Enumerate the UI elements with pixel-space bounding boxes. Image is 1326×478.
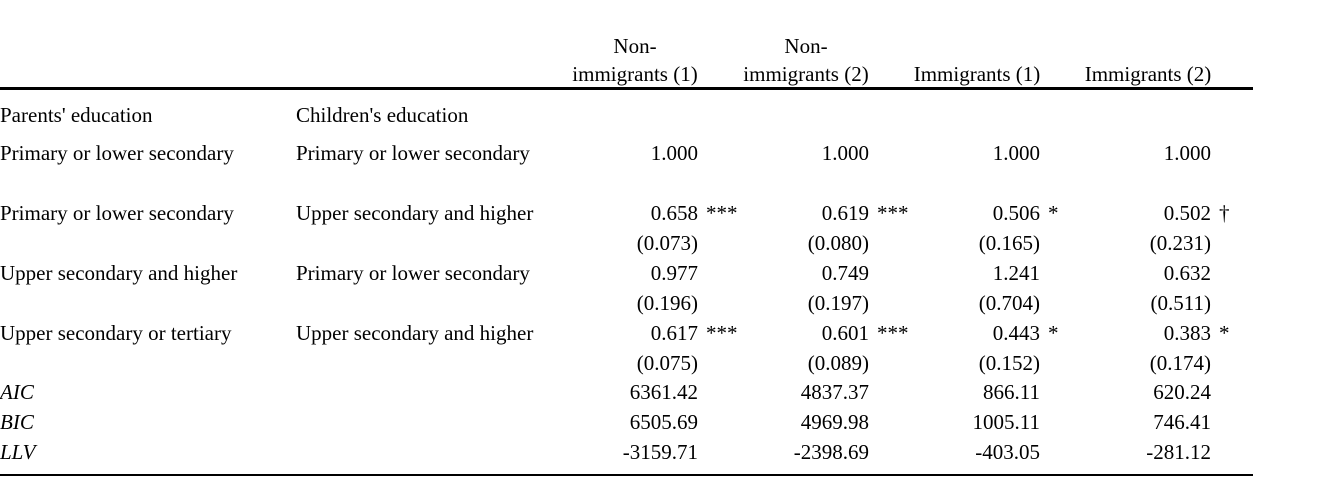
column-header-line2: immigrants (2)	[743, 62, 869, 86]
coefficient-cell: 0.632	[1163, 261, 1211, 285]
row-childrens-education: Primary or lower secondary	[296, 141, 530, 165]
fit-statistic-value: -2398.69	[793, 440, 869, 464]
parents-education-heading: Parents' education	[0, 103, 153, 127]
childrens-education-heading: Children's education	[296, 103, 469, 127]
fit-statistic-value: 6361.42	[629, 380, 698, 404]
standard-error-cell: (0.511)	[1150, 291, 1211, 315]
coefficient-cell: 0.502	[1163, 201, 1211, 225]
fit-statistic-value: 4837.37	[800, 380, 869, 404]
top-rule	[0, 87, 1253, 90]
row-childrens-education: Primary or lower secondary	[296, 261, 530, 285]
significance-mark: ***	[877, 321, 909, 345]
standard-error-cell: (0.080)	[807, 231, 869, 255]
standard-error-cell: (0.075)	[636, 351, 698, 375]
bottom-rule	[0, 474, 1253, 476]
coefficient-cell: 0.619	[821, 201, 869, 225]
standard-error-cell: (0.089)	[807, 351, 869, 375]
fit-statistic-value: -403.05	[975, 440, 1040, 464]
column-header-line2: Immigrants (1)	[913, 62, 1041, 86]
fit-statistic-label: AIC	[0, 380, 34, 404]
coefficient-cell: 1.000	[992, 141, 1040, 165]
row-parents-education: Primary or lower secondary	[0, 141, 234, 165]
standard-error-cell: (0.231)	[1149, 231, 1211, 255]
coefficient-cell: 1.000	[650, 141, 698, 165]
significance-mark: *	[1048, 321, 1059, 345]
fit-statistic-value: 746.41	[1153, 410, 1211, 434]
fit-statistic-value: 620.24	[1153, 380, 1211, 404]
significance-mark: †	[1219, 201, 1230, 225]
row-parents-education: Upper secondary or tertiary	[0, 321, 232, 345]
coefficient-cell: 0.443	[992, 321, 1040, 345]
significance-mark: *	[1048, 201, 1059, 225]
column-header-line1: Non-	[784, 34, 828, 58]
coefficient-cell: 0.658	[650, 201, 698, 225]
column-header-line2: Immigrants (2)	[1084, 62, 1212, 86]
fit-statistic-value: 4969.98	[800, 410, 869, 434]
fit-statistic-label: LLV	[0, 440, 36, 464]
coefficient-cell: 0.977	[650, 261, 698, 285]
standard-error-cell: (0.174)	[1149, 351, 1211, 375]
coefficient-cell: 1.000	[821, 141, 869, 165]
coefficient-cell: 0.601	[821, 321, 869, 345]
fit-statistic-value: 866.11	[983, 380, 1040, 404]
fit-statistic-value: 6505.69	[629, 410, 698, 434]
coefficient-cell: 1.000	[1163, 141, 1211, 165]
standard-error-cell: (0.197)	[807, 291, 869, 315]
coefficient-cell: 0.383	[1163, 321, 1211, 345]
standard-error-cell: (0.704)	[978, 291, 1040, 315]
standard-error-cell: (0.152)	[978, 351, 1040, 375]
significance-mark: ***	[706, 321, 738, 345]
significance-mark: ***	[706, 201, 738, 225]
column-header-line2: immigrants (1)	[572, 62, 698, 86]
row-childrens-education: Upper secondary and higher	[296, 321, 534, 345]
row-parents-education: Upper secondary and higher	[0, 261, 238, 285]
column-header-line1: Non-	[613, 34, 657, 58]
row-parents-education: Primary or lower secondary	[0, 201, 234, 225]
coefficient-cell: 1.241	[992, 261, 1040, 285]
standard-error-cell: (0.073)	[636, 231, 698, 255]
coefficient-cell: 0.749	[821, 261, 869, 285]
fit-statistic-value: -281.12	[1146, 440, 1211, 464]
fit-statistic-label: BIC	[0, 410, 34, 434]
standard-error-cell: (0.196)	[636, 291, 698, 315]
significance-mark: *	[1219, 321, 1230, 345]
coefficient-cell: 0.506	[992, 201, 1040, 225]
fit-statistic-value: 1005.11	[972, 410, 1040, 434]
coefficient-cell: 0.617	[650, 321, 698, 345]
fit-statistic-value: -3159.71	[622, 440, 698, 464]
standard-error-cell: (0.165)	[978, 231, 1040, 255]
significance-mark: ***	[877, 201, 909, 225]
row-childrens-education: Upper secondary and higher	[296, 201, 534, 225]
